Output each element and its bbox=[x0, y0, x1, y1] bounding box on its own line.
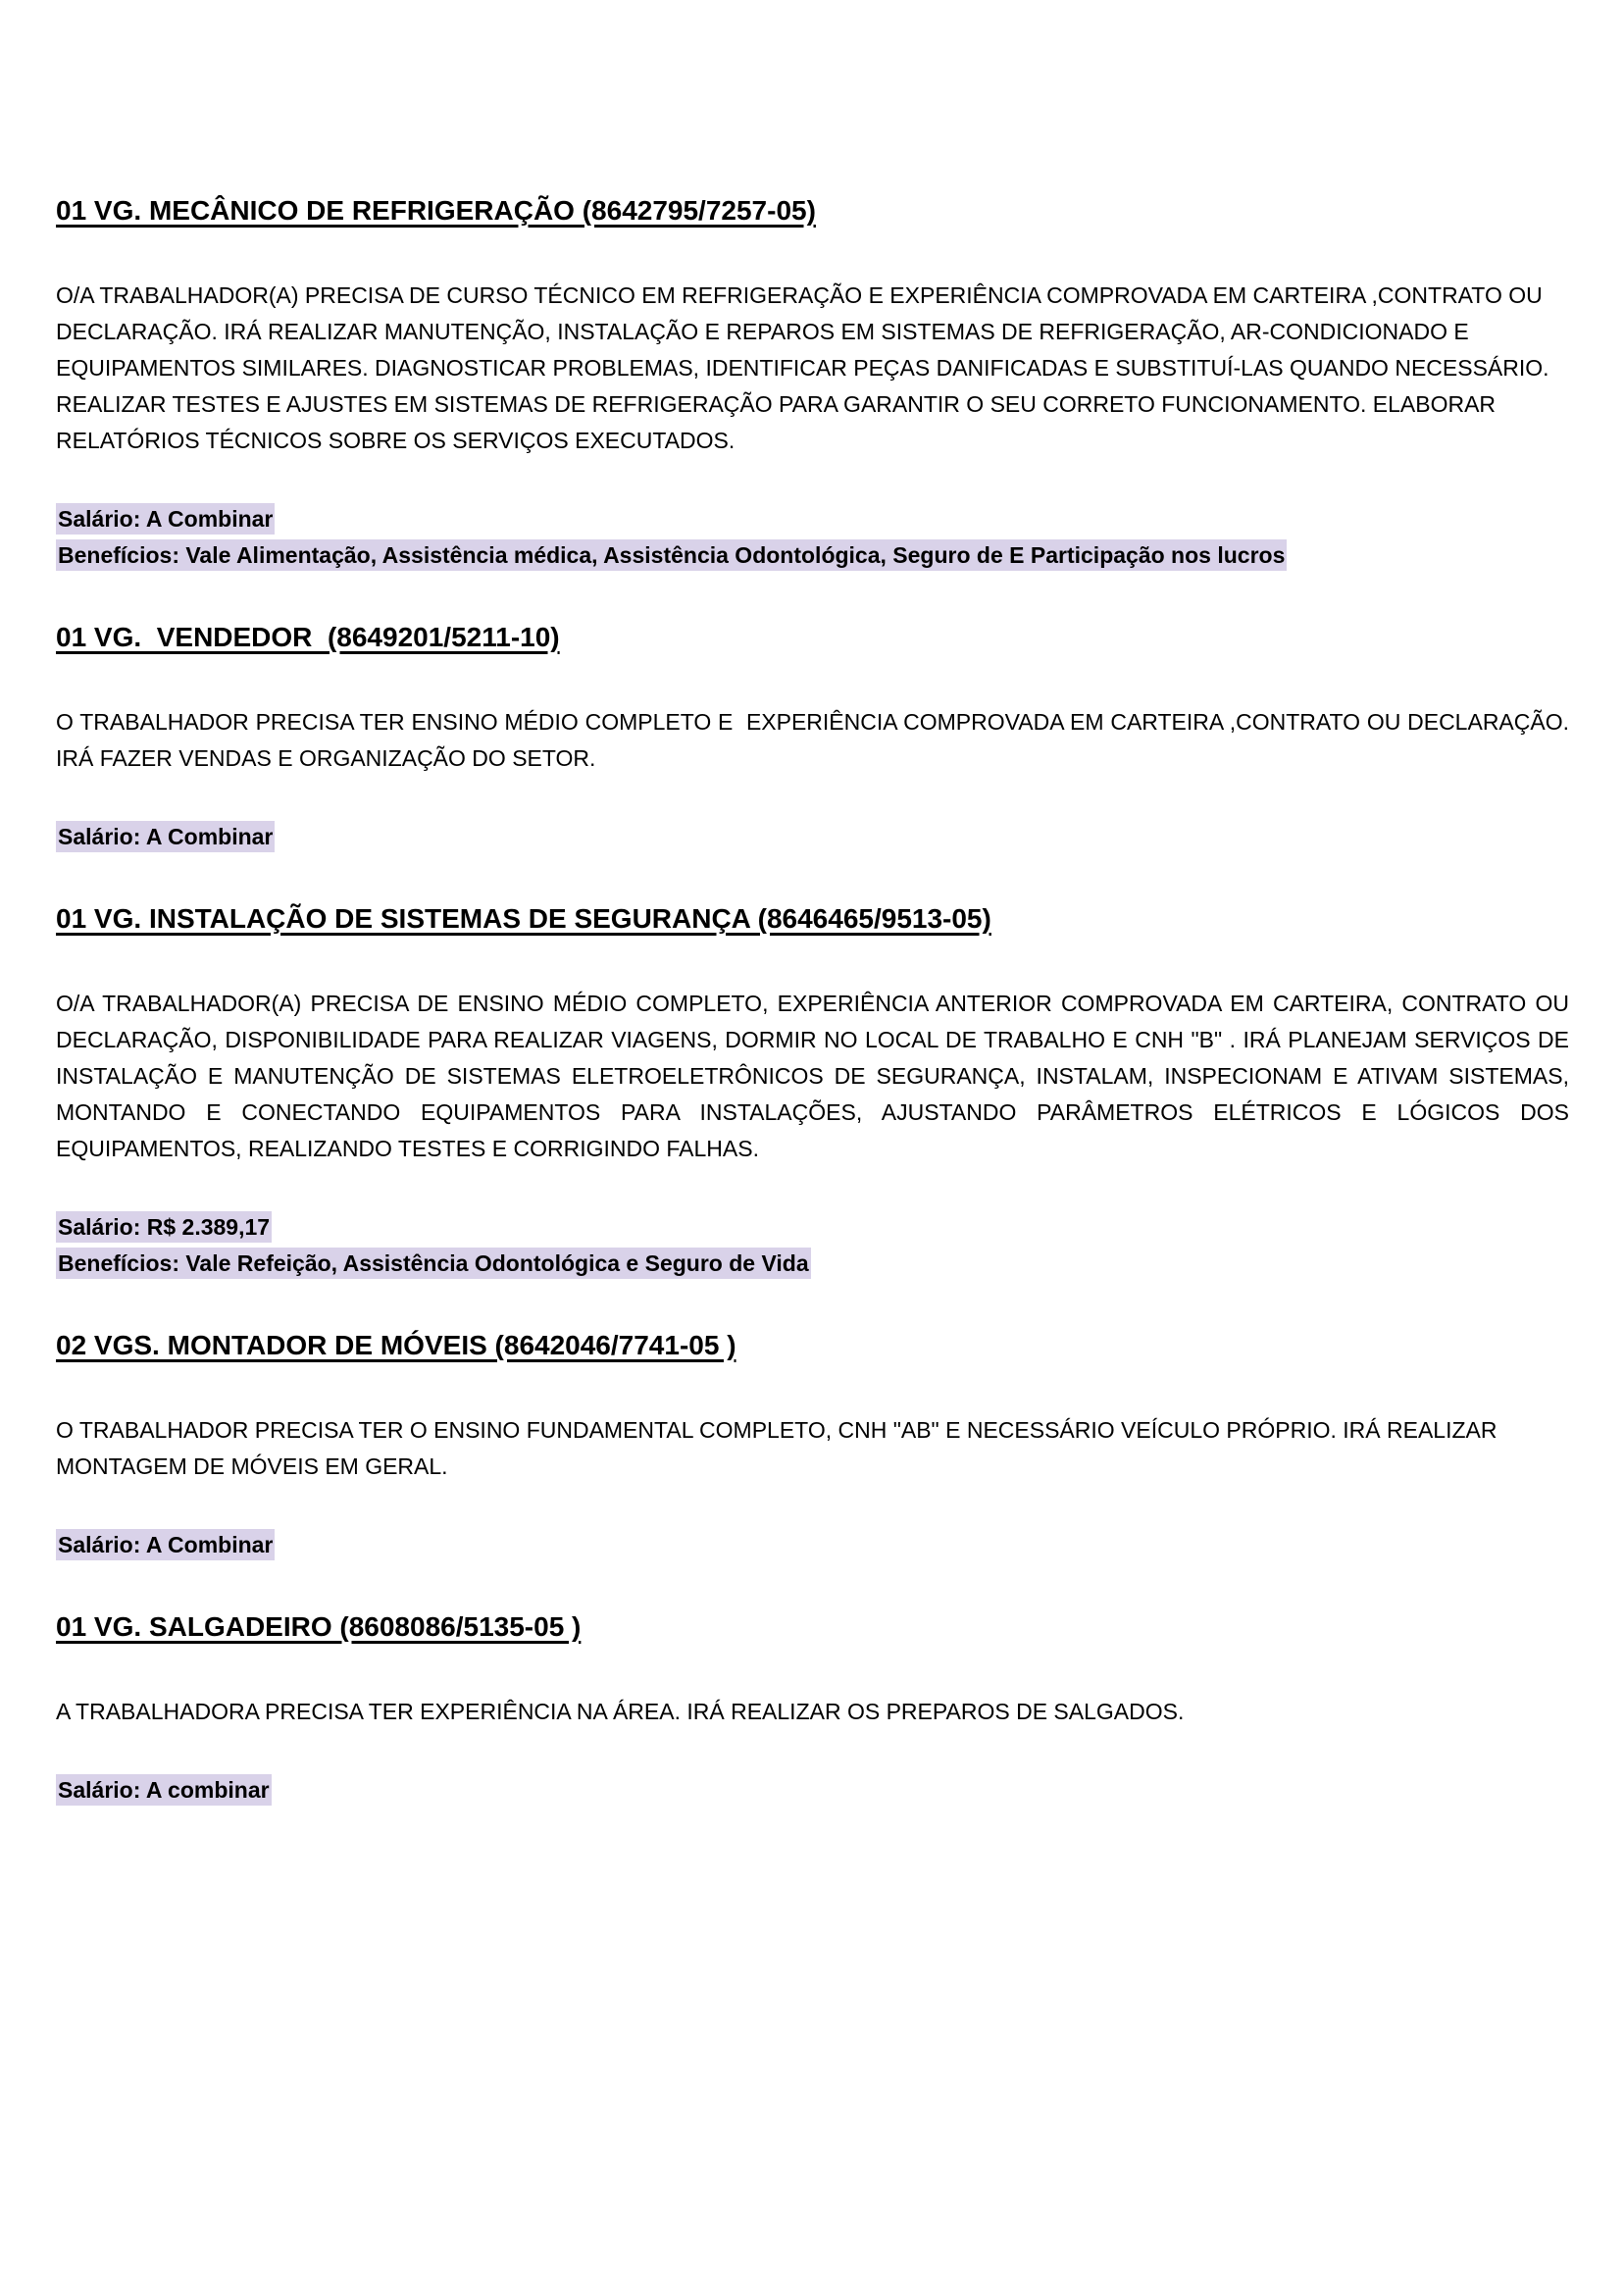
job-listing bbox=[56, 619, 1576, 855]
job-description: O TRABALHADOR PRECISA TER O ENSINO FUNDAMENTAL COMPLETO, CNH "AB" E NECESSÁRIO VEÍCULO PRÓPRIO. IRÁ REALIZAR MONTAGEM DE MÓVEIS EM GERAL. bbox=[56, 1417, 1503, 1479]
job-listing bbox=[56, 1327, 1569, 1563]
job-description: O/A TRABALHADOR(A) PRECISA DE CURSO TÉCNICO EM REFRIGERAÇÃO E EXPERIÊNCIA COMPROVADA EM CARTEIRA ,CONTRATO OU DECLARAÇÃO. IRÁ REALIZAR MANUTENÇÃO, INSTALAÇÃO E REPAROS EM SISTEMAS DE REFRIGERAÇÃO, AR-CONDICIONADO E EQUIPAMENTOS SIMILARES. DIAGNOSTICAR PROBLEMAS, IDENTIFICAR PEÇAS DANIFICADAS E SUBSTITUÍ-LAS QUANDO NECESSÁRIO. REALIZAR TESTES E AJUSTES EM SISTEMAS DE REFRIGERAÇÃO PARA GARANTIR O SEU CORRETO FUNCIONAMENTO. ELABORAR RELATÓRIOS TÉCNICOS SOBRE OS SERVIÇOS EXECUTADOS. bbox=[56, 282, 1555, 453]
salary-line bbox=[56, 1527, 1569, 1563]
job-title: 01 VG. INSTALAÇÃO DE SISTEMAS DE SEGURANÇA (8646465/9513-05) bbox=[56, 903, 991, 934]
salary-highlight: Salário: A Combinar bbox=[56, 821, 275, 852]
salary-line bbox=[56, 819, 1569, 855]
job-title: 01 VG. SALGADEIRO (8608086/5135-05 ) bbox=[56, 1611, 582, 1642]
salary-highlight: Salário: A Combinar bbox=[56, 503, 275, 535]
job-title: 01 VG. VENDEDOR (8649201/5211-10) bbox=[56, 622, 560, 652]
salary-line bbox=[56, 1772, 1569, 1809]
job-listing bbox=[56, 192, 1569, 574]
job-description: A TRABALHADORA PRECISA TER EXPERIÊNCIA NA ÁREA. IRÁ REALIZAR OS PREPAROS DE SALGADOS. bbox=[56, 1699, 1185, 1724]
pay-group bbox=[56, 1772, 1569, 1809]
job-listing bbox=[56, 900, 1576, 1282]
job-title: 01 VG. MECÂNICO DE REFRIGERAÇÃO (8642795/7257-05) bbox=[56, 195, 816, 226]
benefits-line bbox=[56, 1246, 1569, 1282]
pay-group bbox=[56, 1209, 1569, 1282]
salary-highlight: Salário: R$ 2.389,17 bbox=[56, 1211, 272, 1243]
job-listing bbox=[56, 1608, 1569, 1809]
salary-highlight: Salário: A combinar bbox=[56, 1774, 272, 1806]
job-title: 02 VGS. MONTADOR DE MÓVEIS (8642046/7741-05 ) bbox=[56, 1330, 736, 1360]
pay-group bbox=[56, 1527, 1569, 1563]
job-description: O/A TRABALHADOR(A) PRECISA DE ENSINO MÉDIO COMPLETO, EXPERIÊNCIA ANTERIOR COMPROVADA EM CARTEIRA, CONTRATO OU DECLARAÇÃO, DISPONIBILIDADE PARA REALIZAR VIAGENS, DORMIR NO LOCAL DE TRABALHO E CNH "B" . IRÁ PLANEJAM SERVIÇOS DE INSTALAÇÃO E MANUTENÇÃO DE SISTEMAS ELETROELETRÔNICOS DE SEGURANÇA, INSTALAM, INSPECIONAM E ATIVAM SISTEMAS, MONTANDO E CONECTANDO EQUIPAMENTOS PARA INSTALAÇÕES, AJUSTANDO PARÂMETROS ELÉTRICOS E LÓGICOS DOS EQUIPAMENTOS, REALIZANDO TESTES E CORRIGINDO FALHAS. bbox=[56, 991, 1576, 1161]
salary-highlight: Salário: A Combinar bbox=[56, 1529, 275, 1560]
pay-group bbox=[56, 819, 1569, 855]
salary-line bbox=[56, 1209, 1569, 1246]
benefits-highlight: Benefícios: Vale Alimentação, Assistência médica, Assistência Odontológica, Seguro de E Participação nos lucros bbox=[56, 539, 1287, 571]
pay-group bbox=[56, 501, 1569, 574]
job-description: O TRABALHADOR PRECISA TER ENSINO MÉDIO COMPLETO E EXPERIÊNCIA COMPROVADA EM CARTEIRA ,CONTRATO OU DECLARAÇÃO. IRÁ FAZER VENDAS E ORGANIZAÇÃO DO SETOR. bbox=[56, 709, 1576, 771]
salary-line bbox=[56, 501, 1569, 537]
benefits-highlight: Benefícios: Vale Refeição, Assistência Odontológica e Seguro de Vida bbox=[56, 1248, 811, 1279]
benefits-line bbox=[56, 537, 1569, 574]
